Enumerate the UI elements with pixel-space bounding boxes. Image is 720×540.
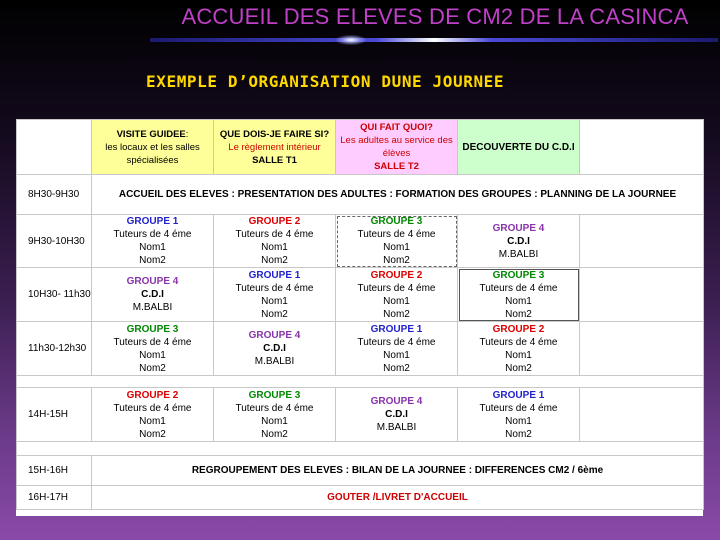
corner-cell [17, 120, 92, 175]
slot-cell: GROUPE 3 Tuteurs de 4 éme Nom1 Nom2 [214, 388, 336, 442]
slot-cell: GROUPE 2 Tuteurs de 4 éme Nom1 Nom2 [458, 322, 580, 376]
time-cell: 11h30-12h30 [17, 322, 92, 376]
slot-cell: GROUPE 4 C.D.I M.BALBI [336, 388, 458, 442]
schedule-sheet [16, 119, 703, 516]
empty-cell [580, 322, 704, 376]
time-cell: 10H30- 11h30 [17, 268, 92, 322]
page-subtitle: EXEMPLE D’ORGANISATION DUNE JOURNEE [146, 72, 505, 91]
empty-cell [580, 268, 704, 322]
slot-cell: GROUPE 2 Tuteurs de 4 éme Nom1 Nom2 [336, 268, 458, 322]
lunch-gap-row [17, 376, 704, 388]
column-header-visite: VISITE GUIDEE: les locaux et les salles spécialisées [92, 120, 214, 175]
slot-cell: GROUPE 2 Tuteurs de 4 éme Nom1 Nom2 [92, 388, 214, 442]
column-header-cdi: DECOUVERTE DU C.D.I [458, 120, 580, 175]
banner-gouter: GOUTER /LIVRET D'ACCUEIL [92, 486, 704, 510]
time-cell: 15H-16H [17, 456, 92, 486]
row-8h30 [17, 175, 704, 215]
slot-cell: GROUPE 4 C.D.I M.BALBI [214, 322, 336, 376]
time-cell: 16H-17H [17, 486, 92, 510]
column-header-adultes: QUI FAIT QUOI? Les adultes au service des élèves SALLE T2 [336, 120, 458, 175]
slot-cell: GROUPE 4 C.D.I M.BALBI [92, 268, 214, 322]
slot-cell: GROUPE 3 Tuteurs de 4 éme Nom1 Nom2 [336, 215, 458, 268]
slot-cell: GROUPE 1 Tuteurs de 4 éme Nom1 Nom2 [214, 268, 336, 322]
row-9h30 [17, 215, 704, 268]
afternoon-gap [17, 442, 704, 456]
slot-cell: GROUPE 1 Tuteurs de 4 éme Nom1 Nom2 [458, 388, 580, 442]
header-row [17, 120, 704, 175]
column-header-reglement: QUE DOIS-JE FAIRE SI? Le règlement intérieur SALLE T1 [214, 120, 336, 175]
empty-cell [580, 215, 704, 268]
title-underline [150, 38, 718, 42]
slot-cell: GROUPE 3 Tuteurs de 4 éme Nom1 Nom2 [92, 322, 214, 376]
slot-cell: GROUPE 4 C.D.I M.BALBI [458, 215, 580, 268]
row-11h30 [17, 322, 704, 376]
banner-regroupement: REGROUPEMENT DES ELEVES : BILAN DE LA JOURNEE : DIFFERENCES CM2 / 6ème [92, 456, 704, 486]
banner-accueil: ACCUEIL DES ELEVES : PRESENTATION DES ADULTES : FORMATION DES GROUPES : PLANNING DE LA JOURNEE [92, 175, 704, 215]
empty-cell [580, 388, 704, 442]
empty-header-cell [580, 120, 704, 175]
page-title: ACCUEIL DES ELEVES DE CM2 DE LA CASINCA [181, 4, 689, 29]
underline-glint [336, 35, 366, 45]
time-cell: 14H-15H [17, 388, 92, 442]
row-10h30 [17, 268, 704, 322]
row-14h [17, 388, 704, 442]
afternoon-gap-row [17, 442, 704, 456]
row-16h [17, 486, 704, 510]
time-cell: 9H30-10H30 [17, 215, 92, 268]
slot-cell: GROUPE 1 Tuteurs de 4 éme Nom1 Nom2 [336, 322, 458, 376]
schedule-table [16, 119, 704, 510]
time-cell: 8H30-9H30 [17, 175, 92, 215]
slot-cell: GROUPE 2 Tuteurs de 4 éme Nom1 Nom2 [214, 215, 336, 268]
lunch-gap [17, 376, 704, 388]
row-15h [17, 456, 704, 486]
slot-cell: GROUPE 1 Tuteurs de 4 éme Nom1 Nom2 [92, 215, 214, 268]
slot-cell: GROUPE 3 Tuteurs de 4 éme Nom1 Nom2 [458, 268, 580, 322]
